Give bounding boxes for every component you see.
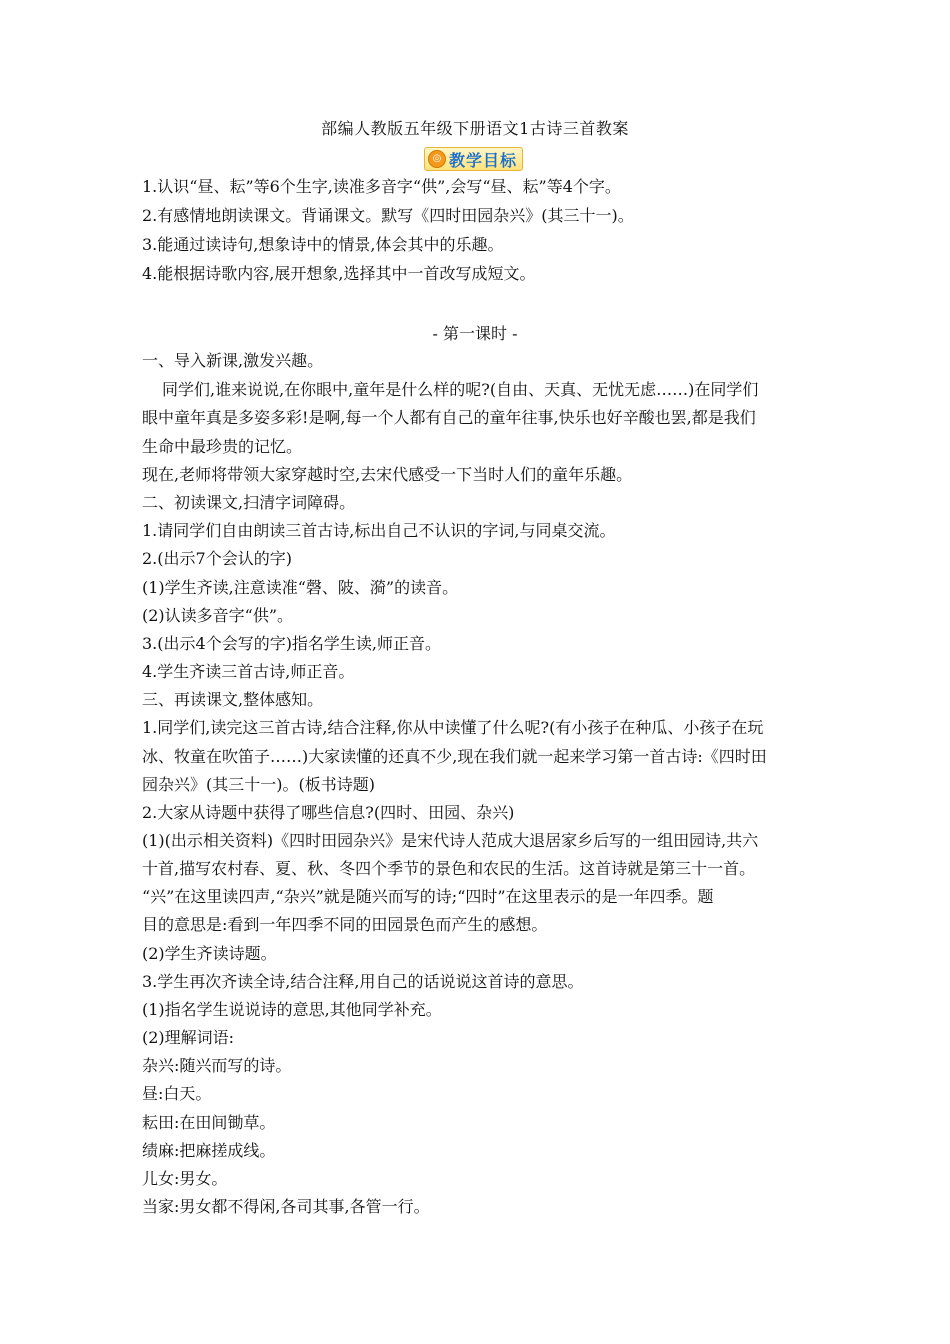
paragraph-line: 3.(出示4个会写的字)指名学生读,师正音。 — [142, 634, 442, 653]
target-icon: ◎ — [428, 150, 446, 168]
paragraph-line: 园杂兴》(其三十一)。(板书诗题) — [142, 775, 375, 794]
lesson-heading: - 第一课时 - — [432, 324, 518, 343]
paragraph-line: (2)认读多音字“供”。 — [142, 606, 294, 625]
paragraph-line: 1.请同学们自由朗读三首古诗,标出自己不认识的字词,与同桌交流。 — [142, 521, 616, 540]
paragraph-line: 同学们,谁来说说,在你眼中,童年是什么样的呢?(自由、天真、无忧无虑……)在同学们 — [162, 380, 759, 399]
paragraph-line: 3.学生再次齐读全诗,结合注释,用自己的话说说这首诗的意思。 — [142, 972, 584, 991]
paragraph-line: 1.同学们,读完这三首古诗,结合注释,你从中读懂了什么呢?(有小孩子在种瓜、小孩子在玩 — [142, 718, 764, 737]
objective-item: 3.能通过读诗句,想象诗中的情景,体会其中的乐趣。 — [142, 235, 504, 254]
section-heading: 三、再读课文,整体感知。 — [142, 690, 324, 709]
paragraph-line: 十首,描写农村春、夏、秋、冬四个季节的景色和农民的生活。这首诗就是第三十一首。 — [142, 859, 756, 878]
teaching-goals-badge — [424, 147, 523, 171]
paragraph-line: 生命中最珍贵的记忆。 — [142, 437, 303, 456]
objective-item: 4.能根据诗歌内容,展开想象,选择其中一首改写成短文。 — [142, 264, 536, 283]
objective-item: 2.有感情地朗读课文。背诵课文。默写《四时田园杂兴》(其三十一)。 — [142, 206, 634, 225]
vocabulary-item: 昼:白天。 — [142, 1084, 212, 1103]
paragraph-line: 2.大家从诗题中获得了哪些信息?(四时、田园、杂兴) — [142, 803, 515, 822]
document-title: 部编人教版五年级下册语文1古诗三首教案 — [321, 119, 629, 138]
vocabulary-item: 耘田:在田间锄草。 — [142, 1113, 276, 1132]
vocabulary-item: 儿女:男女。 — [142, 1169, 228, 1188]
paragraph-line: 眼中童年真是多姿多彩!是啊,每一个人都有自己的童年往事,快乐也好辛酸也罢,都是我们 — [142, 408, 756, 427]
objective-item: 1.认识“昼、耘”等6个生字,读准多音字“供”,会写“昼、耘”等4个字。 — [142, 177, 621, 196]
paragraph-line: 2.(出示7个会认的字) — [142, 549, 292, 568]
paragraph-line: (2)理解词语: — [142, 1028, 235, 1047]
section-heading: 二、初读课文,扫清字词障碍。 — [142, 493, 356, 512]
badge-label: 教学目标 — [449, 150, 518, 170]
paragraph-line: 冰、牧童在吹笛子……)大家读懂的还真不少,现在我们就一起来学习第一首古诗:《四时田 — [142, 747, 767, 766]
vocabulary-item: 绩麻:把麻搓成线。 — [142, 1141, 276, 1160]
paragraph-line: (2)学生齐读诗题。 — [142, 944, 277, 963]
section-heading: 一、导入新课,激发兴趣。 — [142, 351, 324, 370]
vocabulary-item: 杂兴:随兴而写的诗。 — [142, 1056, 292, 1075]
paragraph-line: 4.学生齐读三首古诗,师正音。 — [142, 662, 355, 681]
paragraph-line: (1)指名学生说说诗的意思,其他同学补充。 — [142, 1000, 442, 1019]
paragraph-line: “兴”在这里读四声,“杂兴”就是随兴而写的诗;“四时”在这里表示的是一年四季。题 — [142, 887, 714, 906]
paragraph-line: (1)学生齐读,注意读准“磬、陂、漪”的读音。 — [142, 578, 459, 597]
paragraph-line: 现在,老师将带领大家穿越时空,去宋代感受一下当时人们的童年乐趣。 — [142, 465, 633, 484]
paragraph-line: (1)(出示相关资料)《四时田园杂兴》是宋代诗人范成大退居家乡后写的一组田园诗,共六 — [142, 831, 759, 850]
paragraph-line: 目的意思是:看到一年四季不同的田园景色而产生的感想。 — [142, 915, 548, 934]
vocabulary-item: 当家:男女都不得闲,各司其事,各管一行。 — [142, 1197, 430, 1216]
